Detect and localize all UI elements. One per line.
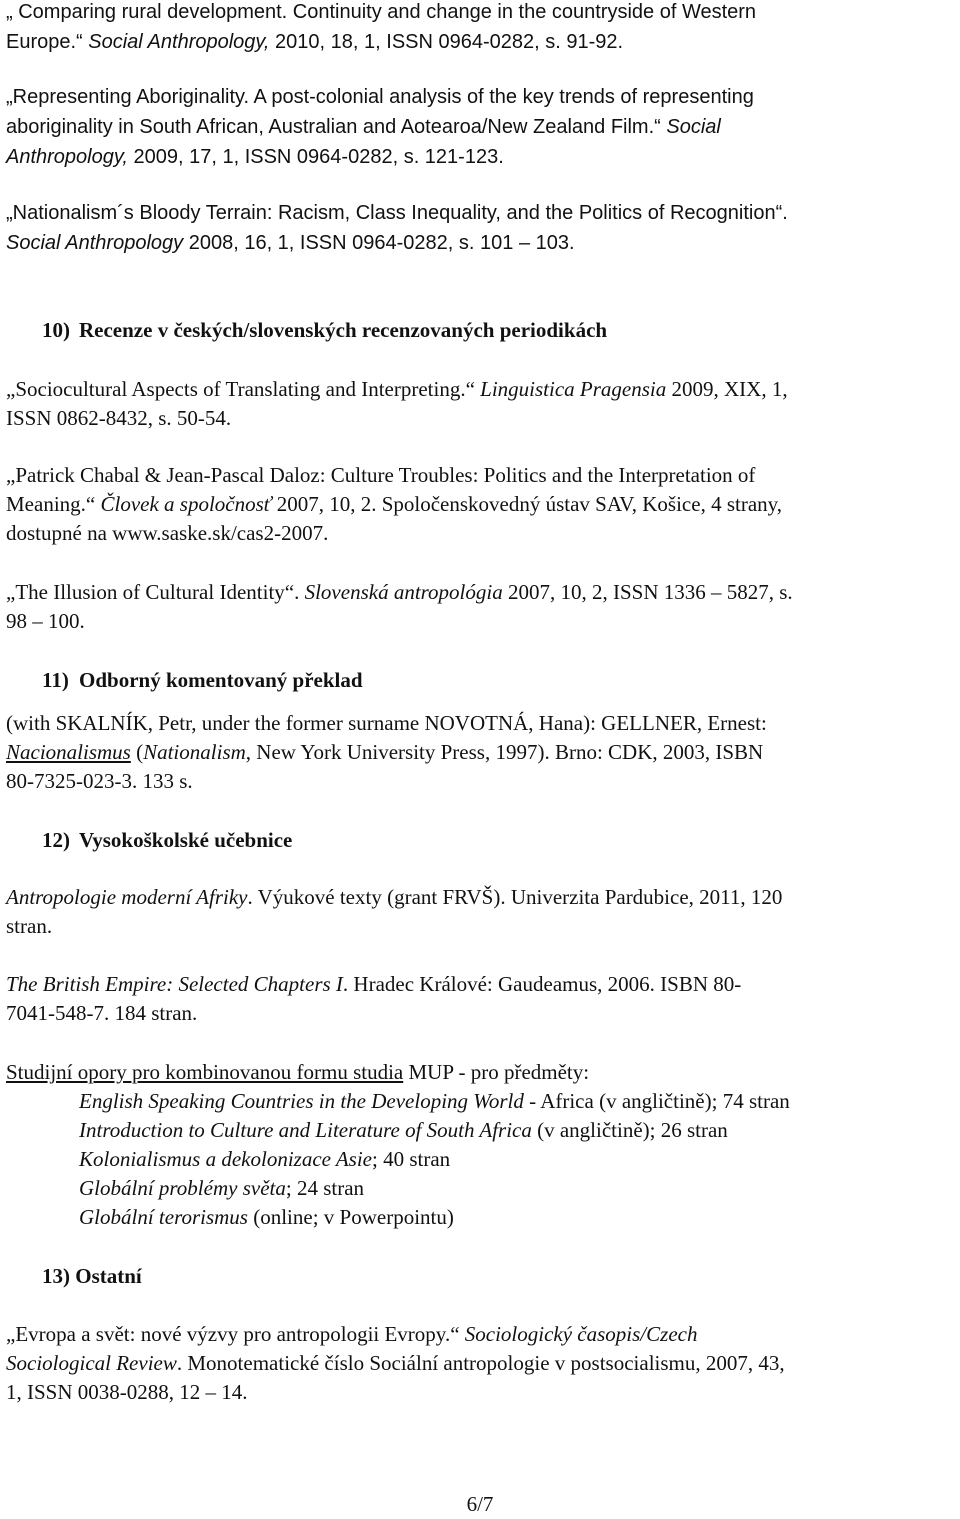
text-run: „Evropa a svět: nové výzvy pro antropologii Evropy.“ bbox=[6, 1322, 465, 1346]
section-title: Vysokoškolské učebnice bbox=[79, 828, 293, 852]
text-line bbox=[6, 519, 946, 548]
text-run: 80-7325-023-3. 133 s. bbox=[6, 769, 193, 793]
text-line bbox=[6, 1145, 946, 1174]
text-line bbox=[6, 490, 946, 519]
text-run: . Hradec Králové: Gaudeamus, 2006. ISBN 80- bbox=[342, 972, 742, 996]
text-line bbox=[6, 27, 946, 57]
text-line bbox=[6, 1378, 946, 1407]
ref-british-empire bbox=[6, 970, 946, 1028]
text-run: Linguistica Pragensia bbox=[480, 377, 667, 401]
ref-evropa-a-svet bbox=[6, 1320, 946, 1407]
text-run: MUP - pro předměty: bbox=[403, 1060, 590, 1084]
text-run: „The Illusion of Cultural Identity“. bbox=[6, 580, 305, 604]
text-run: „ Comparing rural development. Continuity and change in the countryside of Western bbox=[6, 1, 757, 23]
text-line bbox=[6, 999, 946, 1028]
text-line bbox=[6, 578, 946, 607]
text-line bbox=[6, 1174, 946, 1203]
text-line bbox=[6, 883, 946, 912]
section-heading-12 bbox=[6, 826, 946, 855]
text-run: 2007, 10, 2, ISSN 1336 – 5827, s. bbox=[502, 580, 793, 604]
text-run: Slovenská antropológia bbox=[304, 580, 503, 604]
text-run: 2009, XIX, 1, bbox=[666, 377, 788, 401]
section-number: 10) bbox=[42, 318, 70, 342]
text-run: 1, ISSN 0038-0288, 12 – 14. bbox=[6, 1380, 248, 1404]
text-run: (v angličtině); 26 stran bbox=[531, 1118, 728, 1142]
text-run: Človek a spoločnosť bbox=[100, 492, 272, 516]
text-line bbox=[6, 970, 946, 999]
ref-rural-development bbox=[6, 0, 946, 57]
section-number: 11) bbox=[42, 668, 69, 692]
text-run: dostupné na www.saske.sk/cas2-2007. bbox=[6, 521, 329, 545]
ref-representing-aboriginality bbox=[6, 82, 946, 172]
text-run: Introduction to Culture and Literature of South Africa bbox=[79, 1118, 532, 1142]
text-line bbox=[6, 912, 946, 941]
text-run: (with SKALNÍK, Petr, under the former surname NOVOTNÁ, Hana): GELLNER, Ernest: bbox=[6, 711, 767, 735]
text-line bbox=[6, 709, 946, 738]
ref-sociocultural-aspects bbox=[6, 375, 946, 433]
text-run: 98 – 100. bbox=[6, 609, 85, 633]
text-run: Sociologický časopis/Czech bbox=[464, 1322, 698, 1346]
ref-culture-troubles bbox=[6, 461, 946, 548]
section-title: Recenze v českých/slovenských recenzovaných periodikách bbox=[79, 318, 608, 342]
text-line bbox=[6, 228, 946, 258]
text-line bbox=[6, 607, 946, 636]
text-line bbox=[6, 1087, 946, 1116]
text-run: ; 24 stran bbox=[285, 1176, 365, 1200]
text-line bbox=[6, 1203, 946, 1232]
text-run: Globální problémy světa bbox=[79, 1176, 286, 1200]
text-run: Social Anthropology, bbox=[88, 31, 270, 53]
text-run: Kolonialismus a dekolonizace Asie bbox=[79, 1147, 373, 1171]
section-number: 12) bbox=[42, 828, 70, 852]
text-run: (online; v Powerpointu) bbox=[247, 1205, 454, 1229]
text-run: 2009, 17, 1, ISSN 0964-0282, s. 121-123. bbox=[127, 146, 504, 168]
text-run: Antropologie moderní Afriky bbox=[6, 885, 248, 909]
text-run: aboriginality in South African, Australian and Aotearoa/New Zealand Film.“ bbox=[6, 116, 667, 138]
text-line bbox=[6, 0, 946, 27]
text-run: - Africa (v angličtině); 74 stran bbox=[523, 1089, 790, 1113]
text-run: ; 40 stran bbox=[372, 1147, 451, 1171]
text-line bbox=[6, 375, 946, 404]
ref-illusion-cultural-identity bbox=[6, 578, 946, 636]
text-run: . Monotematické číslo Sociální antropologie v postsocialismu, 2007, 43, bbox=[176, 1351, 785, 1375]
section-heading-11 bbox=[6, 666, 946, 695]
text-line bbox=[6, 461, 946, 490]
text-run: „Nationalism´s Bloody Terrain: Racism, Class Inequality, and the Politics of Recognition“. bbox=[6, 202, 788, 224]
text-run: 2007, 10, 2. Spoločenskovedný ústav SAV, Košice, 4 strany, bbox=[271, 492, 783, 516]
section-title: Ostatní bbox=[75, 1264, 142, 1288]
text-run: Studijní opory pro kombinovanou formu studia bbox=[6, 1060, 404, 1084]
text-run: „Patrick Chabal & Jean-Pascal Daloz: Culture Troubles: Politics and the Interpretation of bbox=[6, 463, 756, 487]
section-heading-10 bbox=[6, 316, 946, 345]
text-line bbox=[6, 1116, 946, 1145]
text-line bbox=[6, 767, 946, 796]
text-run: 7041-548-7. 184 stran. bbox=[6, 1001, 198, 1025]
text-line bbox=[6, 1320, 946, 1349]
text-run: English Speaking Countries in the Developing World bbox=[79, 1089, 524, 1113]
study-materials-list bbox=[6, 1087, 946, 1232]
text-run: ISSN 0862-8432, s. 50-54. bbox=[6, 406, 232, 430]
text-run: 2010, 18, 1, ISSN 0964-0282, s. 91-92. bbox=[269, 31, 624, 53]
text-run: Europe.“ bbox=[6, 31, 89, 53]
text-run: „Sociocultural Aspects of Translating and Interpreting.“ bbox=[6, 377, 481, 401]
ref-antropologie-afriky bbox=[6, 883, 946, 941]
text-run: stran. bbox=[6, 914, 53, 938]
text-run: „Representing Aboriginality. A post-colonial analysis of the key trends of representing bbox=[6, 86, 754, 108]
text-line bbox=[6, 82, 946, 112]
text-run: Nacionalismus bbox=[6, 740, 131, 764]
text-run: The British Empire: Selected Chapters I bbox=[6, 972, 343, 996]
ref-nationalism-bloody-terrain bbox=[6, 198, 946, 258]
text-run: ( bbox=[130, 740, 144, 764]
text-line bbox=[6, 112, 946, 142]
text-run: , New York University Press, 1997). Brno: CDK, 2003, ISBN bbox=[245, 740, 764, 764]
text-run: Globální terorismus bbox=[79, 1205, 248, 1229]
section-number: 13) bbox=[42, 1264, 70, 1288]
text-line bbox=[6, 198, 946, 228]
ref-gellner-translation bbox=[6, 709, 946, 796]
text-run: Anthropology, bbox=[6, 146, 128, 168]
text-run: Social bbox=[666, 116, 721, 138]
text-line bbox=[6, 1349, 946, 1378]
text-run: . Výukové texty (grant FRVŠ). Univerzita Pardubice, 2011, 120 bbox=[247, 885, 783, 909]
page-number: 6/7 bbox=[466, 1492, 494, 1516]
text-line bbox=[6, 404, 946, 433]
text-run: Nationalism bbox=[143, 740, 246, 764]
text-run: Meaning.“ bbox=[6, 492, 101, 516]
ref-studijni-opory bbox=[6, 1058, 946, 1087]
section-title: Odborný komentovaný překlad bbox=[79, 668, 363, 692]
text-line bbox=[6, 738, 946, 767]
text-run: Social Anthropology bbox=[6, 232, 184, 254]
text-run: Sociological Review bbox=[6, 1351, 177, 1375]
text-line bbox=[6, 1058, 946, 1087]
text-line bbox=[6, 142, 946, 172]
section-heading-13 bbox=[6, 1262, 946, 1291]
text-run: 2008, 16, 1, ISSN 0964-0282, s. 101 – 103. bbox=[183, 232, 575, 254]
